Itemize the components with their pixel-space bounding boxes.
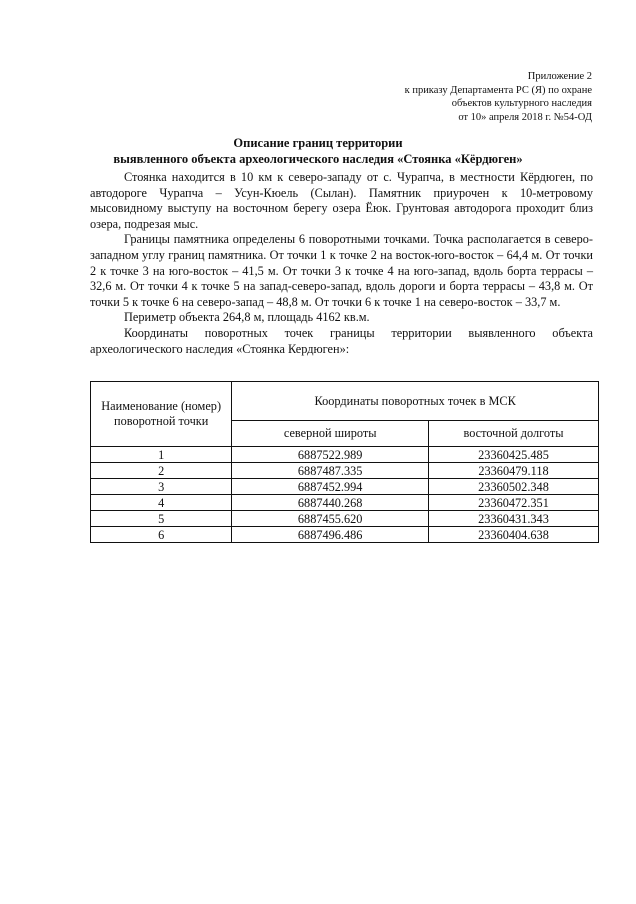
point-latitude: 6887496.486: [232, 527, 429, 543]
paragraph: Координаты поворотных точек границы территории выявленного объекта археологического наследия «Стоянка Кердюген»:: [90, 325, 593, 356]
table-row: [91, 511, 599, 527]
table-row: [91, 463, 599, 479]
appendix-line: к приказу Департамента РС (Я) по охране: [404, 84, 592, 96]
point-number: 6: [91, 527, 232, 543]
point-latitude: 6887522.989: [232, 447, 429, 463]
appendix-line: объектов культурного наследия: [451, 98, 592, 109]
title-line: выявленного объекта археологического наследия «Стоянка «Кёрдюген»: [113, 152, 523, 166]
table-row: [91, 447, 599, 463]
point-number: 3: [91, 479, 232, 495]
paragraph: Стоянка находится в 10 км к северо-западу от с. Чурапча, в местности Кёрдюген, по автодороге Чурапча – Усун-Кюель (Сылан). Памятник приурочен к 10-метровому мысовидному выступу на восточном берегу озера Ёюк. Грунтовая автодорога проходит близ озера, подрезая мыс.: [90, 170, 593, 231]
document-title: [0, 135, 636, 167]
paragraph: Границы памятника определены 6 поворотными точками. Точка располагается в северо-западном углу границ памятника. От точки 1 к точке 2 на восток-юго-восток – 64,4 м. От точки 2 к точке 3 на юго-восток – 41,5 м. От точки 3 к точке 4 на юго-запад, вдоль борта террасы – 32,6 м. От точки 4 к точке 5 на запад-северо-запад, вдоль дороги и борта террасы – 43,8 м. От точки 5 к точке 6 на северо-запад – 48,8 м. От точки 6 к точке 1 на северо-восток – 33,7 м.: [90, 232, 593, 309]
header-latitude: северной широты: [232, 421, 429, 447]
table-row: [91, 495, 599, 511]
header-coordinates: Координаты поворотных точек в МСК: [232, 382, 599, 421]
point-number: 4: [91, 495, 232, 511]
header-longitude: восточной долготы: [429, 421, 599, 447]
point-latitude: 6887440.268: [232, 495, 429, 511]
point-latitude: 6887487.335: [232, 463, 429, 479]
point-longitude: 23360431.343: [429, 511, 599, 527]
header-point-name: Наименование (номер) поворотной точки: [91, 382, 232, 447]
body-text: [90, 170, 593, 357]
point-latitude: 6887452.994: [232, 479, 429, 495]
point-number: 1: [91, 447, 232, 463]
paragraph: Периметр объекта 264,8 м, площадь 4162 кв.м.: [124, 310, 370, 325]
point-latitude: 6887455.620: [232, 511, 429, 527]
appendix-header: [405, 70, 592, 124]
appendix-line: Приложение 2: [527, 71, 592, 82]
table-row: [91, 527, 599, 543]
point-longitude: 23360404.638: [429, 527, 599, 543]
point-longitude: 23360425.485: [429, 447, 599, 463]
point-longitude: 23360472.351: [429, 495, 599, 511]
table-row: [91, 479, 599, 495]
point-number: 2: [91, 463, 232, 479]
coordinates-table: [90, 381, 599, 543]
point-number: 5: [91, 511, 232, 527]
point-longitude: 23360502.348: [429, 479, 599, 495]
title-line: Описание границ территории: [233, 136, 403, 150]
appendix-line: от 10» апреля 2018 г. №54-ОД: [458, 111, 592, 123]
point-longitude: 23360479.118: [429, 463, 599, 479]
